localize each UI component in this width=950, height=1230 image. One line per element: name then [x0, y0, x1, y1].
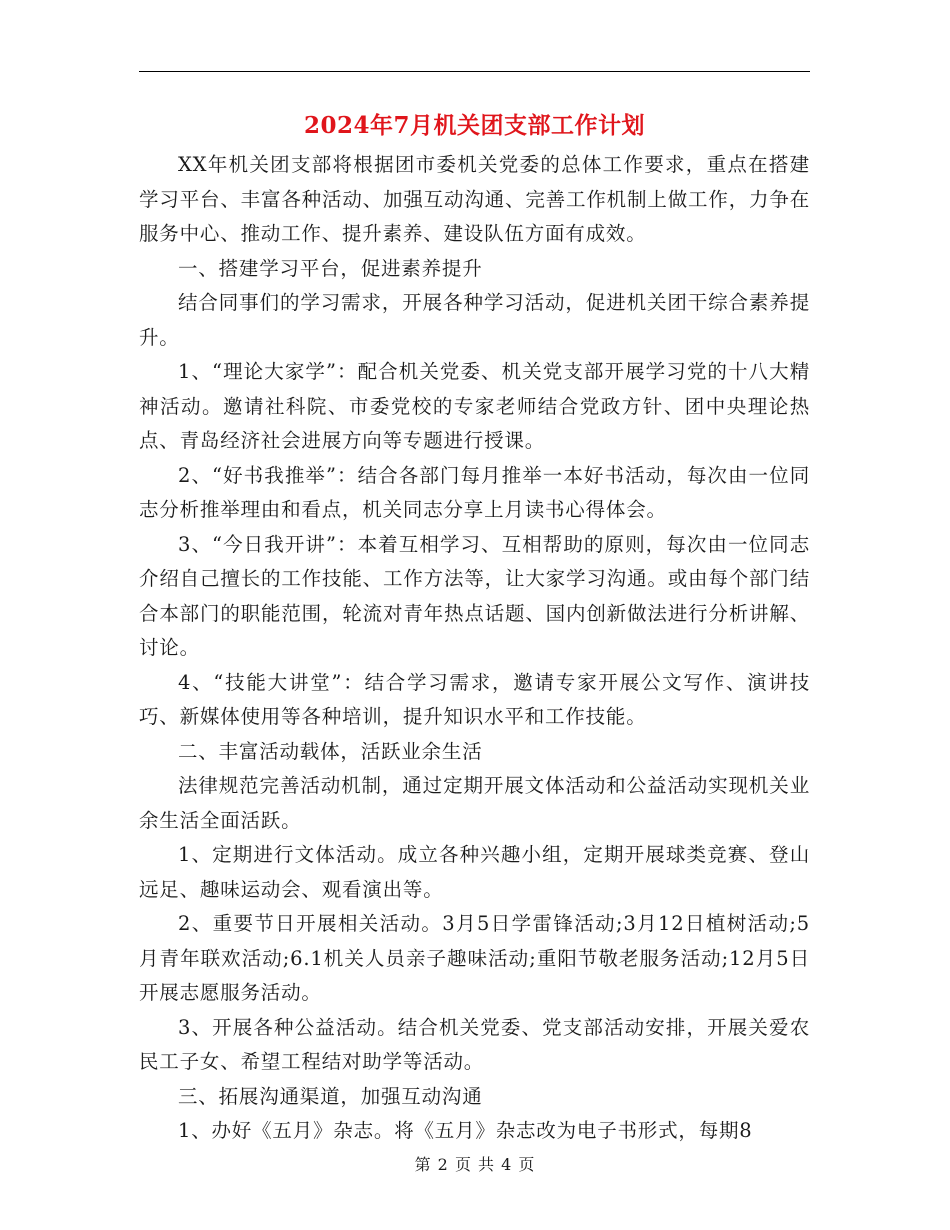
list-item: 1、办好《五月》杂志。将《五月》杂志改为电子书形式，每期8 [178, 1119, 753, 1142]
body-paragraph: 结合同事们的学习需求，开展各种学习活动，促进机关团干综合素养提升。 [139, 291, 810, 349]
body-paragraph: 法律规范完善活动机制，通过定期开展文体活动和公益活动实现机关业余生活全面活跃。 [139, 774, 810, 832]
document-body [139, 148, 810, 1149]
section-heading-1: 一、搭建学习平台，促进素养提升 [178, 256, 483, 280]
section-heading-3: 三、拓展沟通渠道，加强互动沟通 [178, 1084, 483, 1108]
list-item: 2、“好书我推举”：结合各部门每月推举一本好书活动，每次由一位同志分析推举理由和看点，机关同志分享上月读书心得体会。 [139, 463, 810, 521]
list-item: 3、开展各种公益活动。结合机关党委、党支部活动安排，开展关爱农民工子女、希望工程结对助学等活动。 [139, 1015, 810, 1073]
document-title: 2024年7月机关团支部工作计划 [303, 112, 646, 139]
list-item: 3、“今日我开讲”：本着互相学习、互相帮助的原则，每次由一位同志介绍自己擅长的工作技能、工作方法等，让大家学习沟通。或由每个部门结合本部门的职能范围，轮流对青年热点话题、国内创新做法进行分析讲解、讨论。 [139, 532, 810, 659]
list-item: 2、重要节日开展相关活动。3月5日学雷锋活动;3月12日植树活动;5月青年联欢活动;6.1机关人员亲子趣味活动;重阳节敬老服务活动;12月5日开展志愿服务活动。 [139, 912, 810, 1004]
list-item: 4、“技能大讲堂”：结合学习需求，邀请专家开展公文写作、演讲技巧、新媒体使用等各种培训，提升知识水平和工作技能。 [139, 670, 810, 728]
section-heading-2: 二、丰富活动载体，活跃业余生活 [178, 739, 483, 763]
intro-paragraph: XX年机关团支部将根据团市委机关党委的总体工作要求，重点在搭建学习平台、丰富各种活动、加强互动沟通、完善工作机制上做工作，力争在服务中心、推动工作、提升素养、建设队伍方面有成效。 [139, 153, 810, 245]
page-number-footer: 第 2 页 共 4 页 [414, 1155, 536, 1174]
header-rule [139, 71, 810, 72]
list-item: 1、“理论大家学”：配合机关党委、机关党支部开展学习党的十八大精神活动。邀请社科院、市委党校的专家老师结合党政方针、团中央理论热点、青岛经济社会进展方向等专题进行授课。 [139, 360, 810, 452]
list-item: 1、定期进行文体活动。成立各种兴趣小组，定期开展球类竞赛、登山远足、趣味运动会、观看演出等。 [139, 843, 810, 901]
